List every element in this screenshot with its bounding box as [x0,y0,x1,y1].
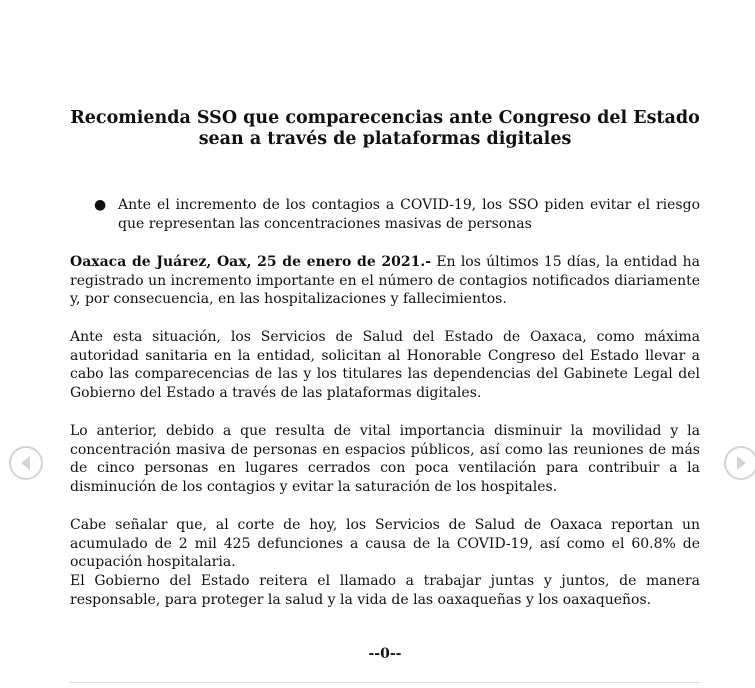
paragraph-dateline [70,253,700,309]
next-page-button[interactable] [724,446,755,480]
paragraph-3: Lo anterior, debido a que resulta de vital importancia disminuir la movilidad y la concentración masiva de personas en espacios públicos, así como las reuniones de más de cinco personas en lugares cerrados con poca ventilación para contribuir a la disminución de los contagios y evitar la saturación de los hospitales. [70,423,700,495]
closing-mark: --0-- [368,646,402,662]
chevron-right-icon [726,448,755,478]
previous-page-button[interactable] [9,446,43,480]
paragraph-body: En los últimos 15 días, la entidad ha registrado un incremento importante en el número de contagios notificados diariamente y, por consecuencia, en las hospitalizaciones y fallecimientos. [70,254,700,308]
paragraph-5: El Gobierno del Estado reitera el llamado a trabajar juntas y juntos, de manera responsable, para proteger la salud y la vida de las oaxaqueñas y los oaxaqueños. [70,573,700,608]
bullet-item [94,196,700,234]
bullet-text: Ante el incremento de los contagios a COVID-19, los SSO piden evitar el riesgo que representan las concentraciones masivas de personas [118,197,700,232]
paragraph-4: Cabe señalar que, al corte de hoy, los Servicios de Salud de Oaxaca reportan un acumulado de 2 mil 425 defunciones a causa de la COVID-19, así como el 60.8% de ocupación hospitalaria. [70,517,700,571]
paragraph-2: Ante esta situación, los Servicios de Salud del Estado de Oaxaca, como máxima autoridad sanitaria en la entidad, solicitan al Honorable Congreso del Estado llevar a cabo las comparecencias de las y los titulares las dependencias del Gabinete Legal del Gobierno del Estado a través de las plataformas digitales. [70,329,700,401]
document-title: Recomienda SSO que comparecencias ante Congreso del Estado sean a través de plataformas digitales [70,108,700,149]
bullet-dot-icon: ● [94,197,107,213]
bottom-divider [70,682,700,683]
chevron-left-icon [11,448,41,478]
dateline: Oaxaca de Juárez, Oax, 25 de enero de 2021.- [70,254,432,270]
